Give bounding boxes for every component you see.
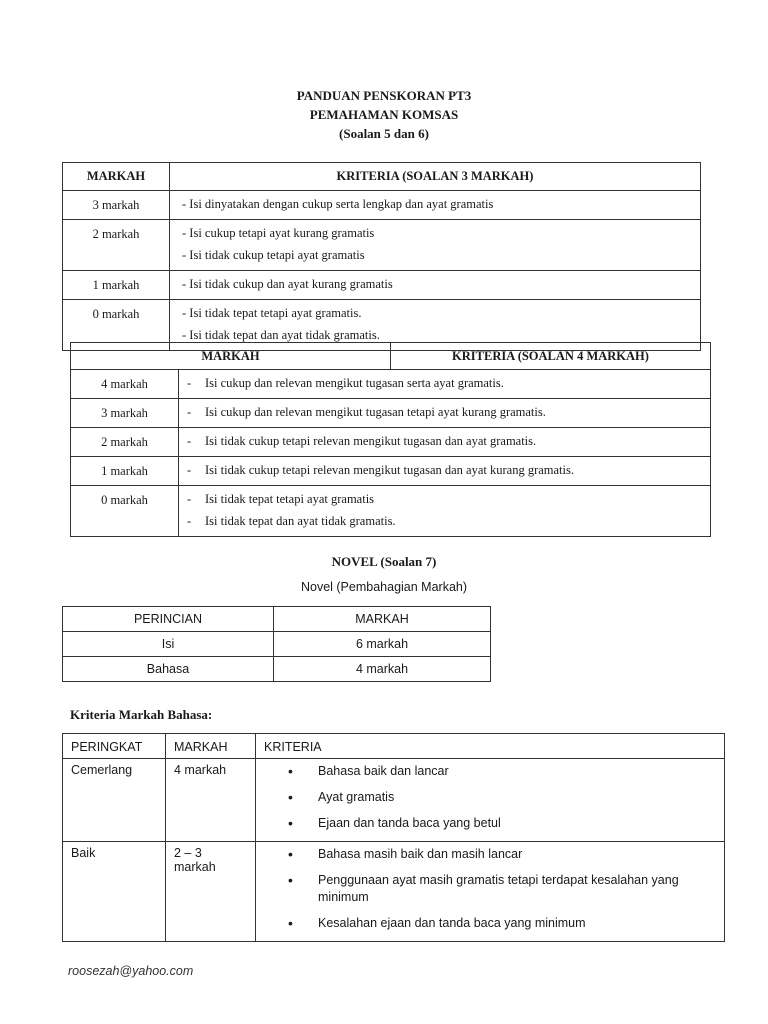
header-peringkat: PERINGKAT [63,734,166,759]
kriteria-line: Isi cukup dan relevan mengikut tugasan tetapi ayat kurang gramatis. [205,405,546,419]
kriteria-bullet: • Ayat gramatis [310,789,724,806]
perincian-cell: Isi [63,632,274,657]
header-kriteria: KRITERIA (SOALAN 3 MARKAH) [170,163,701,191]
kriteria-line: Isi cukup dan relevan mengikut tugasan serta ayat gramatis. [205,376,504,390]
kriteria-line: Isi tidak cukup tetapi relevan mengikut tugasan dan ayat kurang gramatis. [205,463,574,477]
kriteria-line: - Isi tidak cukup dan ayat kurang gramatis [182,277,393,291]
kriteria-bullet: • Kesalahan ejaan dan tanda baca yang minimum [310,915,714,932]
table-row: 3 markah - Isi cukup dan relevan mengikut tugasan tetapi ayat kurang gramatis. [71,399,711,428]
peringkat-cell: Cemerlang [63,759,166,842]
header-kriteria: KRITERIA [256,734,725,759]
kriteria-bullet: • Bahasa masih baik dan masih lancar [310,846,714,863]
table-kriteria-bahasa [62,733,725,942]
peringkat-cell: Baik [63,842,166,942]
markah-cell: 4 markah [166,759,256,842]
title-line-2: PEMAHAMAN KOMSAS [309,107,459,122]
bahasa-heading: Kriteria Markah Bahasa: [70,707,213,722]
kriteria-line: Isi tidak cukup tetapi relevan mengikut tugasan dan ayat gramatis. [205,434,537,448]
table-row [63,842,725,942]
markah-cell: 4 markah [274,657,491,682]
kriteria-bullet: • Penggunaan ayat masih gramatis tetapi terdapat kesalahan yang minimum [310,872,714,906]
kriteria-line: - Isi tidak tepat tetapi ayat gramatis. [182,306,362,320]
markah-cell: 0 markah [63,300,170,351]
table-novel-markah [62,606,491,682]
kriteria-line: - Isi tidak tepat dan ayat tidak gramatis. [182,328,380,342]
markah-cell: 3 markah [63,191,170,220]
markah-cell: 2 markah [71,428,179,457]
table-soalan-3-markah [62,162,701,351]
markah-cell: 0 markah [71,486,179,537]
header-markah: MARKAH [71,343,391,370]
kriteria-line: - Isi cukup tetapi ayat kurang gramatis [182,226,375,240]
markah-cell: 1 markah [71,457,179,486]
kriteria-bullet: • Ejaan dan tanda baca yang betul [310,815,724,832]
table-soalan-4-markah [70,342,711,537]
kriteria-line: - Isi tidak cukup tetapi ayat gramatis [182,248,365,262]
novel-heading: NOVEL (Soalan 7) [331,554,437,569]
markah-cell: 3 markah [71,399,179,428]
markah-cell: 4 markah [71,370,179,399]
table-row [63,271,701,300]
table-row: 0 markah - Isi tidak tepat tetapi ayat gramatis - Isi tidak tepat dan ayat tidak gramatis. [71,486,711,537]
table-row: 1 markah - Isi tidak cukup tetapi relevan mengikut tugasan dan ayat kurang gramatis. [71,457,711,486]
header-markah: MARKAH [274,607,491,632]
markah-cell: 2 markah [63,220,170,271]
table-row [63,220,701,271]
title-line-3: (Soalan 5 dan 6) [339,126,429,141]
title-line-1: PANDUAN PENSKORAN PT3 [296,88,472,103]
header-markah: MARKAH [63,163,170,191]
kriteria-line: Isi tidak tepat tetapi ayat gramatis [205,492,375,506]
markah-cell: 2 – 3 markah [166,842,256,942]
table-row [63,657,491,682]
markah-cell: 1 markah [63,271,170,300]
table-row [63,191,701,220]
header-markah: MARKAH [166,734,256,759]
header-perincian: PERINCIAN [63,607,274,632]
novel-subheading: Novel (Pembahagian Markah) [300,580,468,594]
table-row: 2 markah - Isi tidak cukup tetapi relevan mengikut tugasan dan ayat gramatis. [71,428,711,457]
footer-email: roosezah@yahoo.com [68,964,194,978]
kriteria-bullet: • Bahasa baik dan lancar [310,763,724,780]
table-row [63,759,725,842]
kriteria-line: - Isi dinyatakan dengan cukup serta lengkap dan ayat gramatis [182,197,494,211]
table-row: 4 markah - Isi cukup dan relevan mengikut tugasan serta ayat gramatis. [71,370,711,399]
markah-cell: 6 markah [274,632,491,657]
kriteria-line: Isi tidak tepat dan ayat tidak gramatis. [205,514,396,528]
table-row [63,632,491,657]
perincian-cell: Bahasa [63,657,274,682]
header-kriteria: KRITERIA (SOALAN 4 MARKAH) [391,343,711,370]
